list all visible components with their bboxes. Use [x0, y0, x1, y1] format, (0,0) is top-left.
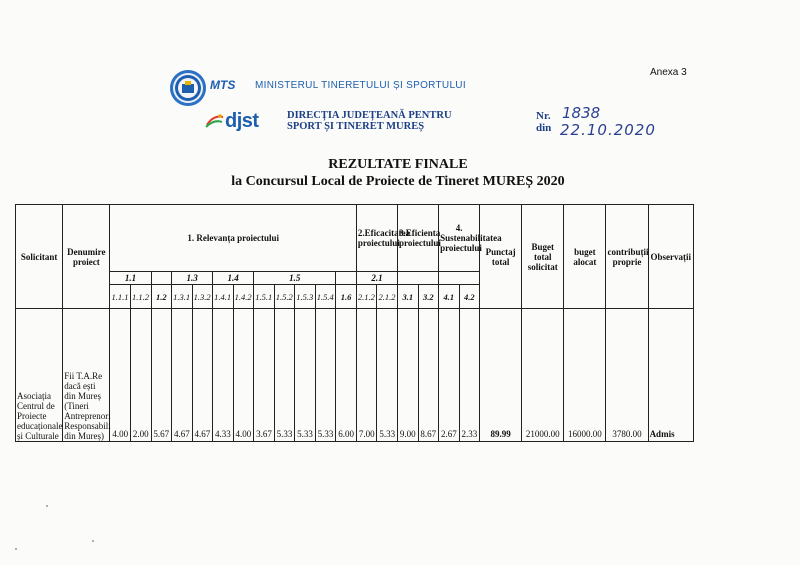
- score-cell: 4.00: [110, 309, 131, 442]
- group-2-1: 2.1: [356, 272, 397, 285]
- header-punctaj: Punctaj total: [480, 205, 522, 309]
- sub-3-1: 3.1: [398, 285, 419, 309]
- ministry-seal-icon: [170, 70, 206, 106]
- group-3-spacer: [398, 272, 439, 285]
- group-1-5: 1.5: [254, 272, 336, 285]
- score-cell: 2.33: [459, 309, 480, 442]
- header-buget-solicitat: Buget total solicitat: [522, 205, 564, 309]
- score-cell: 5.33: [295, 309, 316, 442]
- group-1-1: 1.1: [110, 272, 151, 285]
- row-contributii: 3780.00: [606, 309, 648, 442]
- score-cell: 5.33: [274, 309, 295, 442]
- score-cell: 5.67: [151, 309, 172, 442]
- score-cell: 2.00: [131, 309, 152, 442]
- scan-speck: [46, 505, 48, 507]
- group-1-4: 1.4: [213, 272, 254, 285]
- title-line-2: la Concursul Local de Proiecte de Tineret MUREȘ 2020: [231, 174, 565, 189]
- sub-2-1-2b: 2.1.2: [377, 285, 398, 309]
- sub-4-2: 4.2: [459, 285, 480, 309]
- row-observatii: Admis: [648, 309, 693, 442]
- sub-1-5-2: 1.5.2: [274, 285, 295, 309]
- row-proiect: Fii T.A.Re dacă ești din Mureș (Tineri Antreprenori Responsabili din Mureș): [63, 309, 110, 442]
- nr-label: Nr.: [536, 110, 551, 122]
- header-eficienta: 3.Eficienta proiectului: [398, 205, 439, 272]
- header-denumire: Denumire proiect: [63, 205, 110, 309]
- mts-logo: MTS: [210, 78, 236, 92]
- row-buget-solicitat: 21000.00: [522, 309, 564, 442]
- sub-2-1-2a: 2.1.2: [356, 285, 377, 309]
- score-cell: 4.67: [172, 309, 193, 442]
- sub-1-1-1: 1.1.1: [110, 285, 131, 309]
- score-cell: 7.00: [356, 309, 377, 442]
- sub-1-1-2: 1.1.2: [131, 285, 152, 309]
- score-cell: 2.67: [439, 309, 460, 442]
- group-1-2-spacer: [151, 272, 172, 285]
- group-4-spacer: [439, 272, 480, 285]
- sub-1-3-1: 1.3.1: [172, 285, 193, 309]
- score-cell: 8.67: [418, 309, 439, 442]
- sub-1-4-2: 1.4.2: [233, 285, 254, 309]
- score-cell: 9.00: [398, 309, 419, 442]
- sub-1-5-3: 1.5.3: [295, 285, 316, 309]
- annex-label: Anexa 3: [650, 67, 687, 78]
- row-punctaj: 89.99: [480, 309, 522, 442]
- sub-3-2: 3.2: [418, 285, 439, 309]
- header-eficacitatea: 2.Eficacitatea proiectului: [356, 205, 397, 272]
- header-observatii: Observații: [648, 205, 693, 309]
- table-row: [16, 309, 694, 442]
- sub-1-5-1: 1.5.1: [254, 285, 275, 309]
- row-solicitant: Asociația Centrul de Proiecte educaționale și Culturale: [16, 309, 63, 442]
- din-label: din: [536, 122, 552, 134]
- title-line-1: REZULTATE FINALE: [328, 157, 468, 172]
- djst-logo: [205, 110, 259, 133]
- header-row-1: [16, 205, 694, 272]
- score-cell: 4.67: [192, 309, 213, 442]
- header-solicitant: Solicitant: [16, 205, 63, 309]
- group-1-6-spacer: [336, 272, 357, 285]
- row-buget-alocat: 16000.00: [564, 309, 606, 442]
- header-contributii: contribuții proprie: [606, 205, 648, 309]
- score-cell: 5.33: [377, 309, 398, 442]
- score-cell: 3.67: [254, 309, 275, 442]
- results-table: [15, 204, 694, 442]
- din-value-handwritten: 22.10.2020: [560, 121, 656, 139]
- directorate-line-2: SPORT ȘI TINERET MUREȘ: [287, 121, 425, 132]
- sub-1-6: 1.6: [336, 285, 357, 309]
- scan-speck: [92, 540, 94, 542]
- score-cell: 6.00: [336, 309, 357, 442]
- header-relevanta: 1. Relevanța proiectului: [110, 205, 356, 272]
- score-cell: 5.33: [315, 309, 336, 442]
- scan-speck: [15, 548, 17, 550]
- directorate-line-1: DIRECȚIA JUDEȚEANĂ PENTRU: [287, 110, 452, 121]
- sub-1-4-1: 1.4.1: [213, 285, 234, 309]
- sub-1-2: 1.2: [151, 285, 172, 309]
- sub-1-3-2: 1.3.2: [192, 285, 213, 309]
- ministry-name: MINISTERUL TINERETULUI ȘI SPORTULUI: [255, 80, 466, 91]
- score-cell: 4.00: [233, 309, 254, 442]
- djst-logo-text: djst: [225, 110, 259, 132]
- header-sustenabilitatea: 4. Sustenabilitatea proiectului: [439, 205, 480, 272]
- score-cell: 4.33: [213, 309, 234, 442]
- nr-value-handwritten: 1838: [562, 104, 601, 122]
- sub-4-1: 4.1: [439, 285, 460, 309]
- sub-1-5-4: 1.5.4: [315, 285, 336, 309]
- group-1-3: 1.3: [172, 272, 213, 285]
- header-buget-alocat: buget alocat: [564, 205, 606, 309]
